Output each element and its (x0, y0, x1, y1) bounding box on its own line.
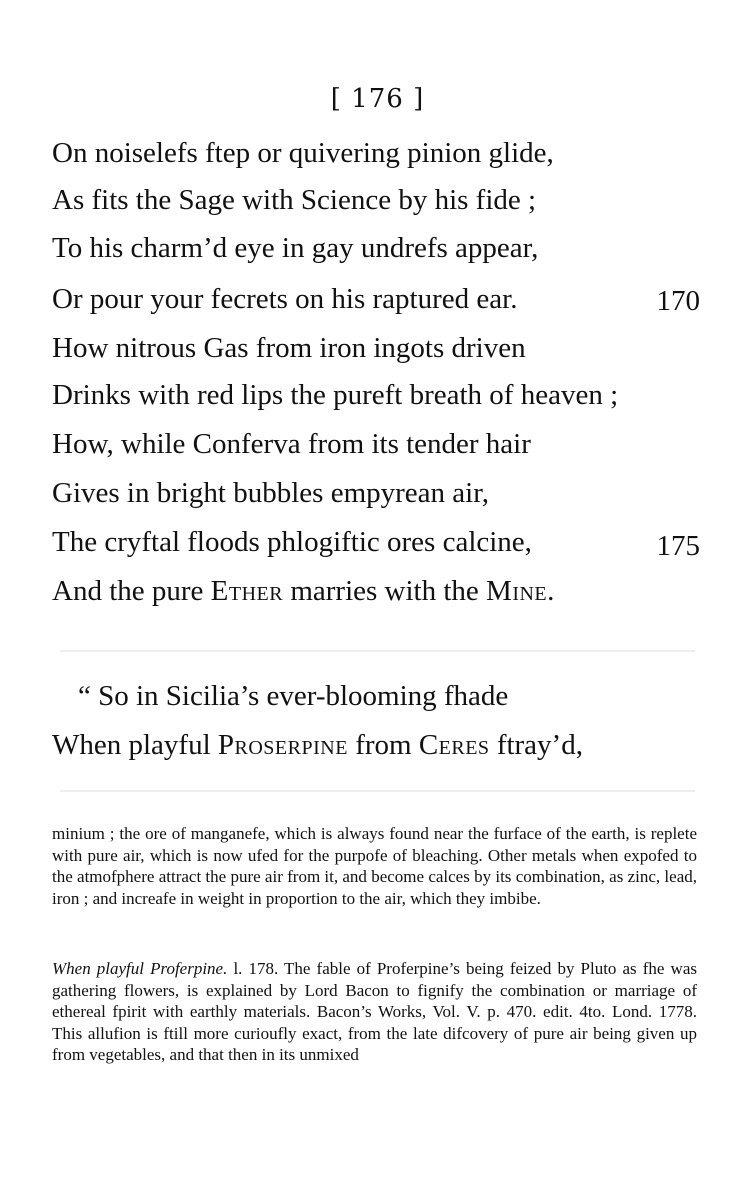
verse-line: As fits the Sage with Science by his fide ; (52, 184, 537, 216)
verse-text: When playful (52, 729, 218, 761)
page-number: [ 176 ] (330, 84, 425, 114)
show-through-mark (60, 790, 695, 792)
show-through-mark (60, 650, 695, 652)
verse-line-sicilia: “ So in Sicilia’s ever-blooming fhade (78, 680, 509, 712)
footnote-proserpine (52, 958, 697, 1066)
verse-line: On noiselefs ftep or quivering pinion glide, (52, 137, 554, 169)
footnote-body: l. 178. The fable of Proferpine’s being feized by Pluto as fhe was gathering flowers, is explained by Lord Bacon to fignify the combination or marriage of ethereal fpirit with earthly materials. Bacon’s Works, Vol. V. p. 470. edit. 4to. Lond. 1778. This allufion is ftill more curioufly exact, from the late difcovery of pure air being given up from vegetables, and that then in its unmixed (52, 959, 697, 1064)
verse-text: And the pure (52, 575, 211, 607)
verse-line: Gives in bright bubbles empyrean air, (52, 477, 489, 509)
verse-line-proserpine (52, 729, 702, 761)
verse-line: How, while Conferva from its tender hair (52, 428, 531, 460)
small-caps-ceres: Ceres (418, 729, 490, 761)
footnote-continued: minium ; the ore of manganefe, which is always found near the furface of the earth, is replete with pure air, which is now ufed for the purpofe of bleaching. Other metals when expofed to the atmofphere attract the pure air from it, and become calces by its combination, as zinc, lead, iron ; and increafe in weight in proportion to the air, which they imbibe. (52, 824, 697, 908)
line-number: 175 (656, 530, 700, 562)
verse-text: from (347, 729, 419, 761)
verse-line: Drinks with red lips the pureft breath of heaven ; (52, 379, 619, 411)
line-number: 170 (656, 285, 700, 317)
verse-line: How nitrous Gas from iron ingots driven (52, 332, 526, 364)
verse-text: ftray’d, (489, 729, 583, 761)
small-caps-proserpine: Proserpine (217, 729, 348, 761)
footnote-heading: When playful Proferpine. (52, 959, 228, 978)
small-caps-mine: Mine. (486, 575, 555, 607)
verse-line: To his charm’d eye in gay undrefs appear, (52, 232, 539, 264)
verse-line-ether (52, 575, 702, 607)
verse-line: The cryftal floods phlogiftic ores calcine, (52, 526, 532, 558)
verse-line: Or pour your fecrets on his raptured ear. (52, 283, 518, 315)
small-caps-ether: Ether (210, 575, 284, 607)
verse-text: marries with the (283, 575, 487, 607)
